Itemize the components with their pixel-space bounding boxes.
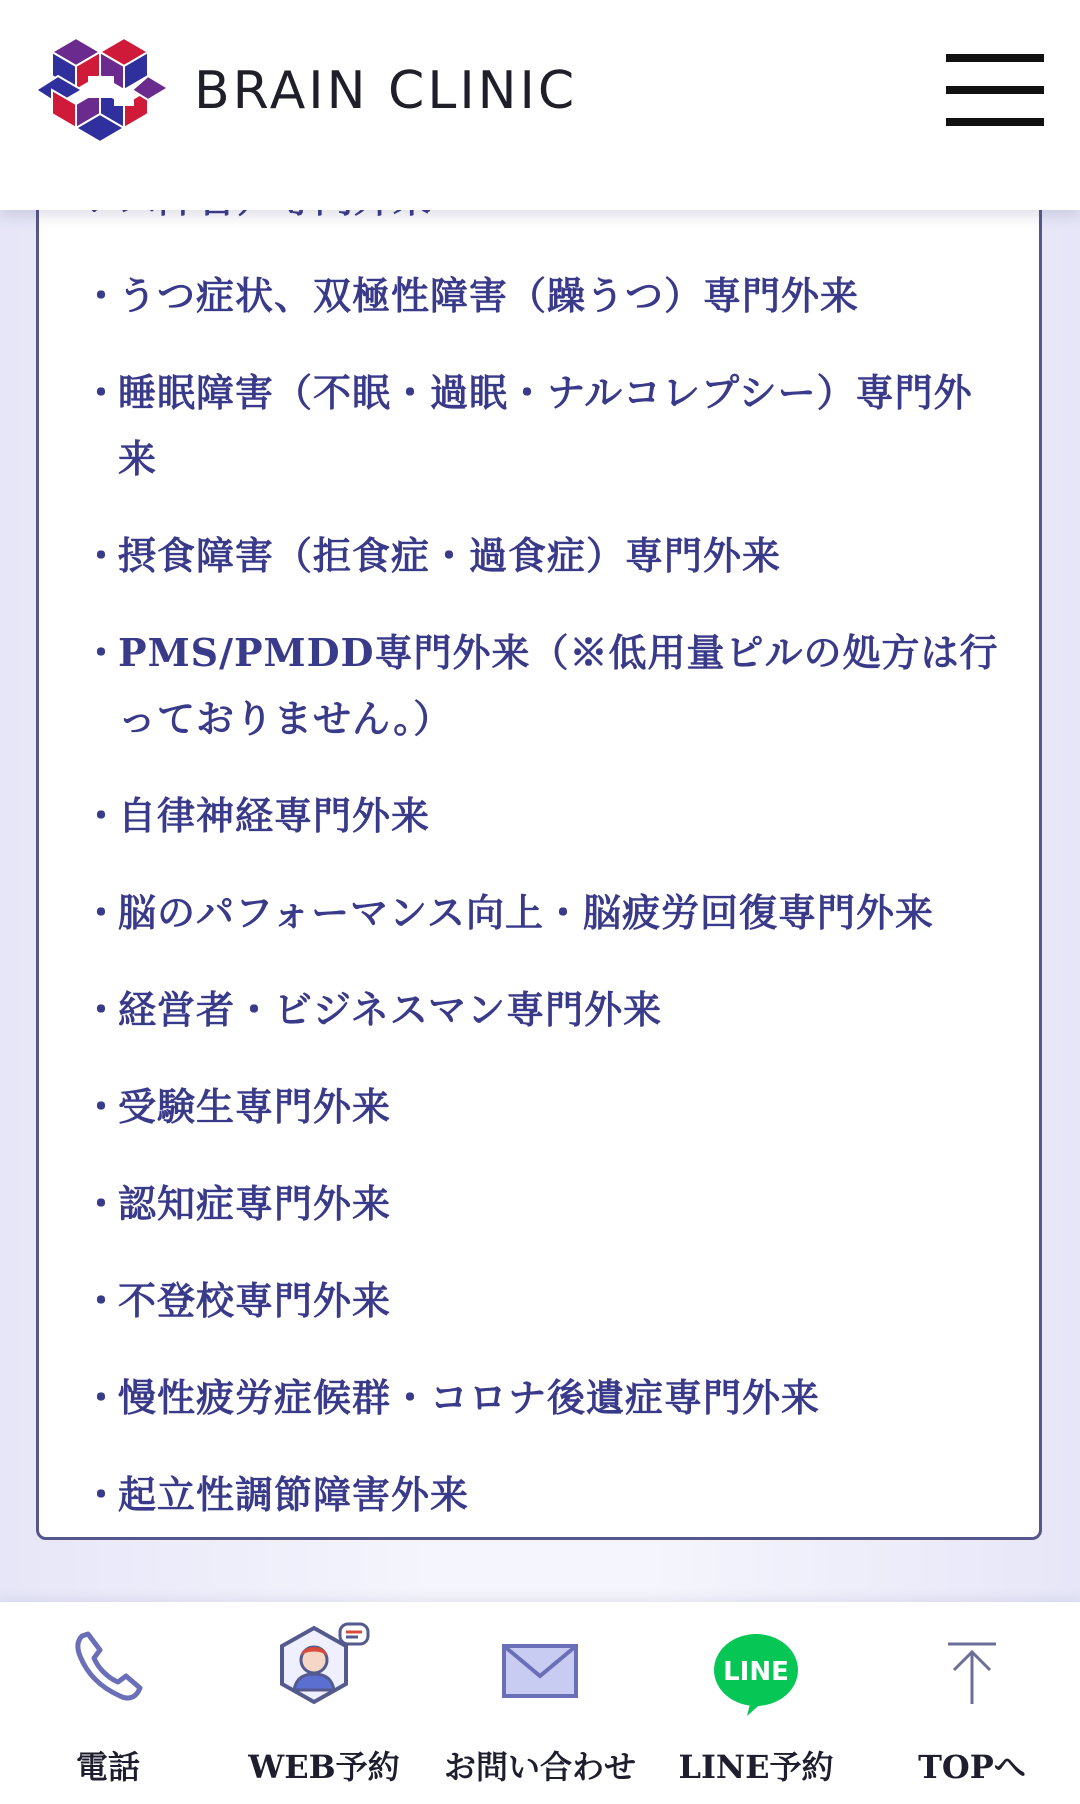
back-to-top-button[interactable] (864, 1602, 1080, 1804)
list-item-text: 慢性疲労症候群・コロナ後遺症専門外来 (118, 1375, 821, 1420)
list-item (82, 263, 1002, 329)
list-item (82, 1171, 1002, 1237)
list-item-text: 摂食障害（拒食症・過食症）専門外来 (118, 533, 782, 578)
list-item-text: 脳のパフォーマンス向上・脳疲労回復専門外来 (118, 890, 934, 935)
menu-bar-icon (946, 118, 1044, 126)
brand-name[interactable]: BRAIN CLINIC (194, 61, 578, 121)
phone-icon (68, 1626, 148, 1706)
list-item (82, 977, 1002, 1043)
list-item (82, 783, 1002, 849)
contact-button[interactable] (432, 1602, 648, 1804)
list-item-text: 起立性調節障害外来 (118, 1472, 470, 1517)
list-item (82, 880, 1002, 946)
web-reservation-button[interactable] (216, 1602, 432, 1804)
list-item-text: 不登校専門外来 (118, 1278, 392, 1323)
bullet-mark: ・ (82, 1181, 122, 1226)
brain-clinic-logo[interactable] (36, 30, 170, 148)
list-item-text: 睡眠障害（不眠・過眠・ナルコレプシー）専門外来 (118, 370, 973, 481)
bullet-mark: ・ (82, 1084, 122, 1129)
outpatient-list (82, 200, 1002, 1559)
list-item-text: うつ症状、双極性障害（躁うつ）専門外来 (118, 273, 860, 318)
list-item (82, 620, 1002, 752)
bullet-mark: ・ (82, 1375, 122, 1420)
list-item (82, 1462, 1002, 1528)
bullet-mark: ・ (82, 1472, 122, 1517)
site-header (0, 0, 1080, 210)
menu-bar-icon (946, 86, 1044, 94)
list-item-text: 経営者・ビジネスマン専門外来 (118, 987, 663, 1032)
bullet-mark: ・ (82, 533, 122, 578)
phone-button[interactable] (0, 1602, 216, 1804)
list-item-text: 受験生専門外来 (118, 1084, 392, 1129)
list-item-text: PMS/PMDD専門外来（※低用量ピルの処方は行っておりません。） (118, 630, 999, 741)
bullet-mark: ・ (82, 890, 122, 935)
list-item (82, 1365, 1002, 1431)
web-reservation-icon (274, 1620, 374, 1716)
bullet-mark: ・ (82, 273, 122, 318)
hamburger-menu-button[interactable] (946, 52, 1044, 128)
mail-icon (500, 1632, 580, 1712)
nav-label-line: LINE予約 (678, 1748, 834, 1786)
bottom-navigation (0, 1602, 1080, 1804)
line-icon (711, 1630, 801, 1720)
list-item (82, 523, 1002, 589)
list-item-text: 自律神経専門外来 (118, 793, 431, 838)
nav-label-top: TOPへ (918, 1748, 1026, 1786)
line-badge-text: LINE (723, 1657, 789, 1687)
bullet-mark: ・ (82, 987, 122, 1032)
bullet-mark: ・ (82, 1278, 122, 1323)
list-item (82, 360, 1002, 492)
bullet-mark: ・ (82, 630, 122, 675)
nav-label-contact: お問い合わせ (443, 1748, 636, 1786)
bullet-mark: ・ (82, 793, 122, 838)
arrow-up-icon (942, 1638, 1002, 1708)
line-reservation-button[interactable] (648, 1602, 864, 1804)
list-item (82, 1074, 1002, 1140)
menu-bar-icon (946, 54, 1044, 62)
nav-label-phone: 電話 (75, 1748, 140, 1786)
list-item-text: 認知症専門外来 (118, 1181, 392, 1226)
list-item (82, 1268, 1002, 1334)
bullet-mark: ・ (82, 370, 122, 415)
nav-label-web: WEB予約 (248, 1748, 400, 1786)
